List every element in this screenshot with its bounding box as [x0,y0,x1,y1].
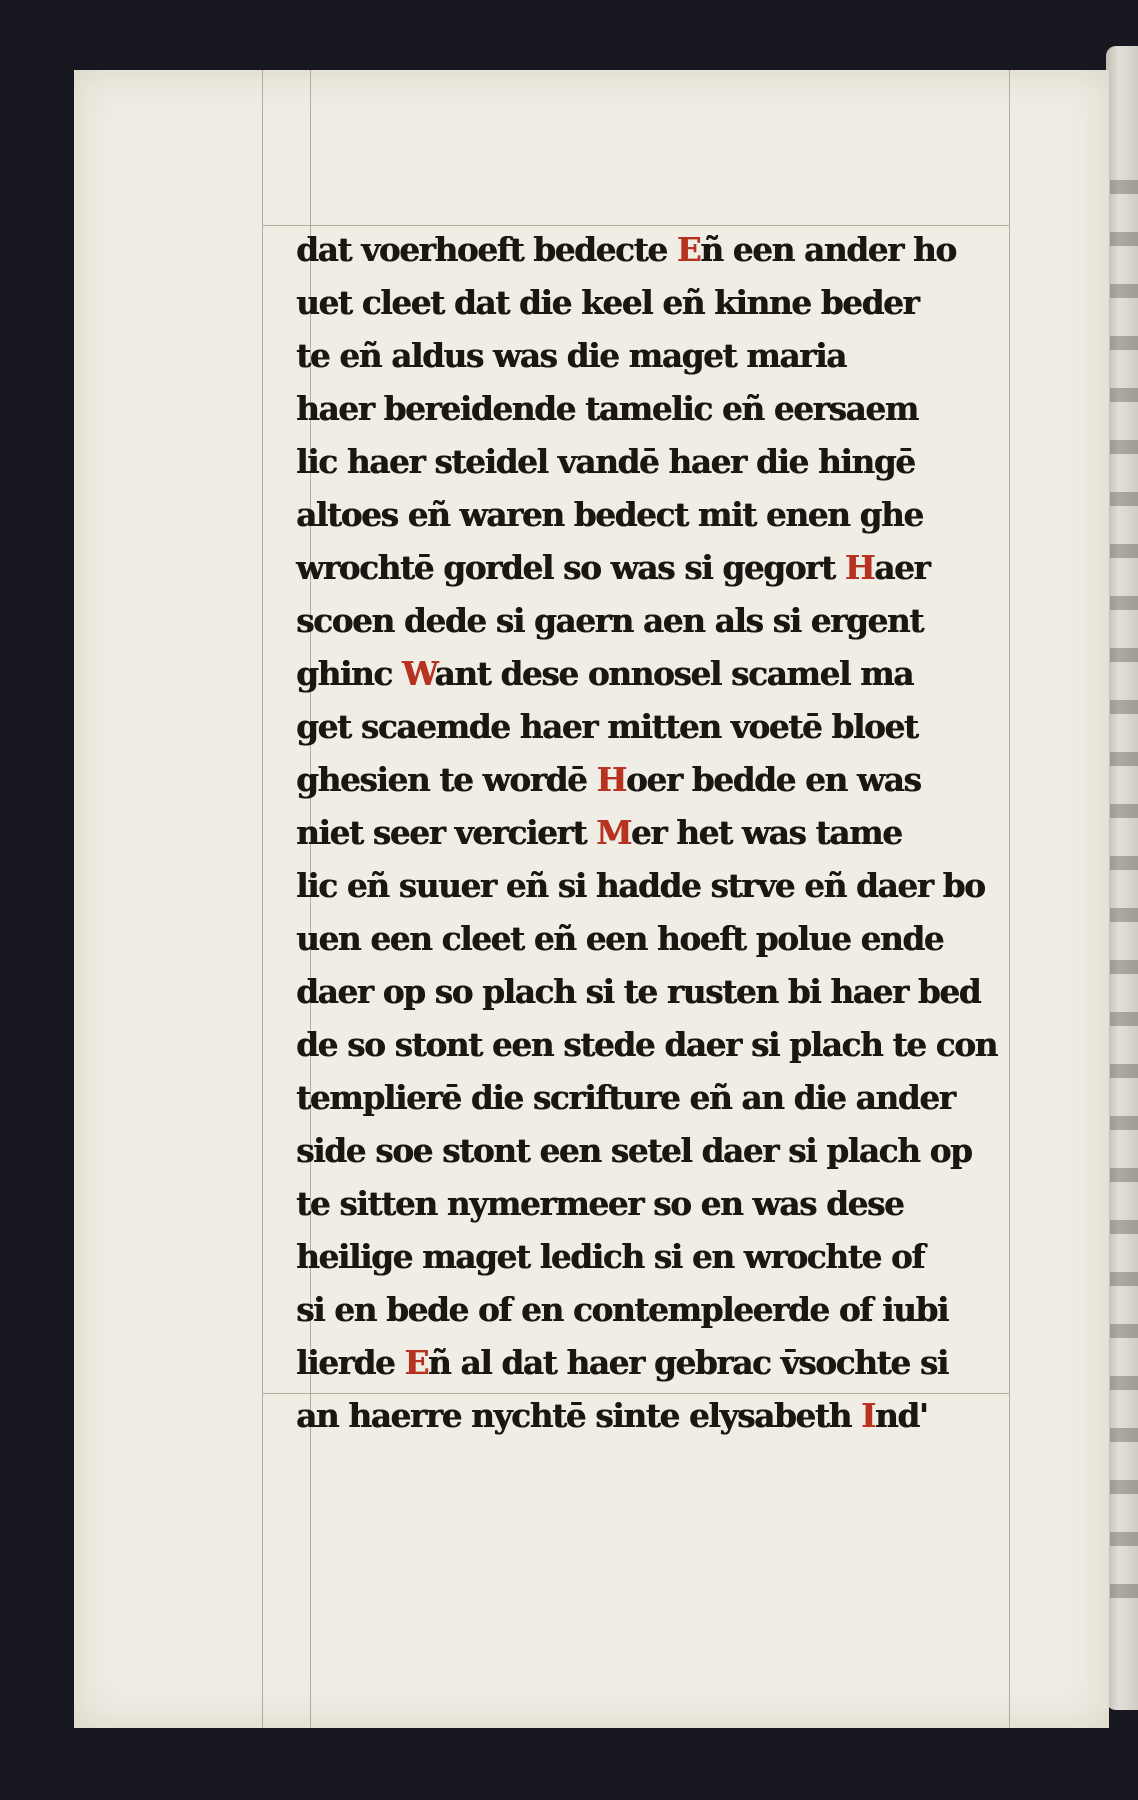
text-line [296,806,1008,859]
show-through-text [1110,180,1138,1600]
text-line [296,382,1008,435]
text-line [296,594,1008,647]
text-line [296,1283,1008,1336]
text-line [296,276,1008,329]
ruling-line-left [262,70,263,1728]
line-text: te sitten nymermeer so en was dese [296,1184,904,1223]
rubricated-initial: I [860,1396,875,1435]
line-text: aer [874,548,930,587]
line-text: dat voerhoeft bedecte [296,230,677,269]
text-line [296,912,1008,965]
rubricated-initial: E [676,230,701,269]
line-text: heilige maget ledich si en wrochte of [296,1237,924,1276]
text-line [296,1177,1008,1230]
text-block [296,223,1018,1442]
line-text: er het was tame [630,813,902,852]
text-line [296,329,1008,382]
line-text: altoes eñ waren bedect mit enen ghe [296,495,923,534]
line-text: daer op so plach si te rusten bi haer bed [296,972,981,1011]
text-line [296,1389,1008,1442]
line-text: de so stont een stede daer si plach te con [296,1025,997,1064]
line-text: templierē die scrifture eñ an die ander [296,1078,955,1117]
text-line [296,700,1008,753]
line-text: wrochtē gordel so was si gegort [296,548,845,587]
line-text: get scaemde haer mitten voetē bloet [296,707,918,746]
line-text: oer bedde en was [625,760,921,799]
rubricated-initial: W [401,654,435,693]
text-line [296,1124,1008,1177]
text-line [296,1336,1008,1389]
text-line [296,859,1008,912]
line-text: an haerre nychtē sinte elysabeth [296,1396,861,1435]
line-text: lic eñ suuer eñ si hadde strve eñ daer bo [296,866,985,905]
text-line [296,435,1008,488]
line-text: side soe stont een setel daer si plach op [296,1131,972,1170]
text-line [296,753,1008,806]
line-text: ghesien te wordē [296,760,597,799]
text-line [296,965,1008,1018]
line-text: ant dese onnosel scamel ma [434,654,913,693]
line-text: ñ een ander ho [700,230,956,269]
line-text: ghinc [296,654,402,693]
text-line [296,541,1008,594]
text-line [296,1018,1008,1071]
line-text: lierde [296,1343,405,1382]
line-text: scoen dede si gaern aen als si ergent [296,601,923,640]
rubricated-initial: H [596,760,626,799]
text-line [296,1230,1008,1283]
text-line [296,223,1008,276]
line-text: uen een cleet eñ een hoeft polue ende [296,919,944,958]
text-line [296,1071,1008,1124]
line-text: te eñ aldus was die maget maria [296,336,846,375]
line-text: lic haer steidel vandē haer die hingē [296,442,915,481]
text-line [296,488,1008,541]
line-text: niet seer verciert [296,813,597,852]
line-text: si en bede of en contempleerde of iubi [296,1290,948,1329]
line-text: uet cleet dat die keel eñ kinne beder [296,283,919,322]
line-text: nd' [874,1396,928,1435]
line-text: ñ al dat haer gebrac v̄sochte si [427,1343,948,1382]
text-line [296,647,1008,700]
rubricated-initial: M [596,813,631,852]
rubricated-initial: E [404,1343,428,1382]
rubricated-initial: H [844,548,875,587]
line-text: haer bereidende tamelic eñ eersaem [296,389,918,428]
